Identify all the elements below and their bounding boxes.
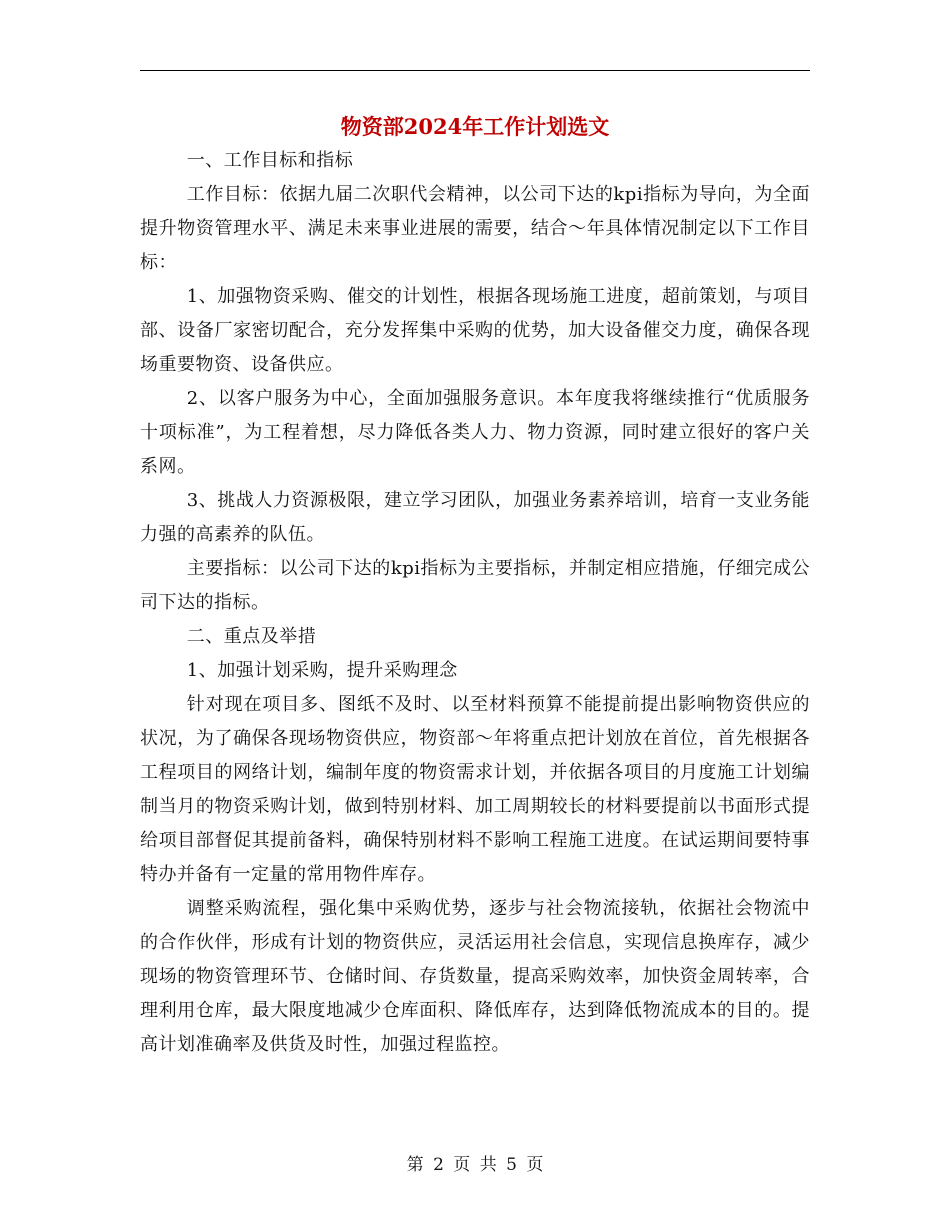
paragraph-work-goal: 工作目标：依据九届二次职代会精神，以公司下达的kpi指标为导向，为全面提升物资管理水平、满足未来事业进展的需要，结合～年具体情况制定以下工作目标： [140, 184, 810, 273]
paragraph-process-adjustment: 调整采购流程，强化集中采购优势，逐步与社会物流接轨，依据社会物流中的合作伙伴，形成有计划的物资供应，灵活运用社会信息，实现信息换库存，减少现场的物资管理环节、仓储时间、存货数量，提高采购效率，加快资金周转率，合理利用仓库，最大限度地减少仓库面积、降低库存，达到降低物流成本的目的。提高计划准确率及供货及时性，加强过程监控。 [140, 898, 810, 1055]
subheading-plan-procurement: 1、加强计划采购，提升采购理念 [186, 660, 458, 681]
section-heading-measures: 二、重点及举措 [186, 626, 317, 647]
document-body [140, 144, 810, 1062]
paragraph-goal-2: 2、以客户服务为中心，全面加强服务意识。本年度我将继续推行“优质服务十项标准”，为工程着想，尽力降低各类人力、物力资源，同时建立很好的客户关系网。 [140, 388, 810, 477]
paragraph-goal-3: 3、挑战人力资源极限，建立学习团队，加强业务素养培训，培育一支业务能力强的高素养的队伍。 [140, 490, 810, 545]
paragraph-plan-details: 针对现在项目多、图纸不及时、以至材料预算不能提前提出影响物资供应的状况，为了确保各现场物资供应，物资部～年将重点把计划放在首位，首先根据各工程项目的网络计划，编制年度的物资需求计划，并依据各项目的月度施工计划编制当月的物资采购计划，做到特别材料、加工周期较长的材料要提前以书面形式提给项目部督促其提前备料，确保特别材料不影响工程施工进度。在试运期间要特事特办并备有一定量的常用物件库存。 [140, 694, 810, 885]
paragraph-goal-1: 1、加强物资采购、催交的计划性，根据各现场施工进度，超前策划，与项目部、设备厂家密切配合，充分发挥集中采购的优势，加大设备催交力度，确保各现场重要物资、设备供应。 [140, 286, 810, 375]
page-footer: 第 2 页 共 5 页 [406, 1155, 544, 1175]
document-title: 物资部2024年工作计划选文 [340, 114, 610, 139]
header-rule [140, 70, 810, 71]
section-heading-goals: 一、工作目标和指标 [186, 150, 354, 171]
paragraph-main-indicators: 主要指标：以公司下达的kpi指标为主要指标，并制定相应措施，仔细完成公司下达的指标。 [140, 558, 810, 613]
